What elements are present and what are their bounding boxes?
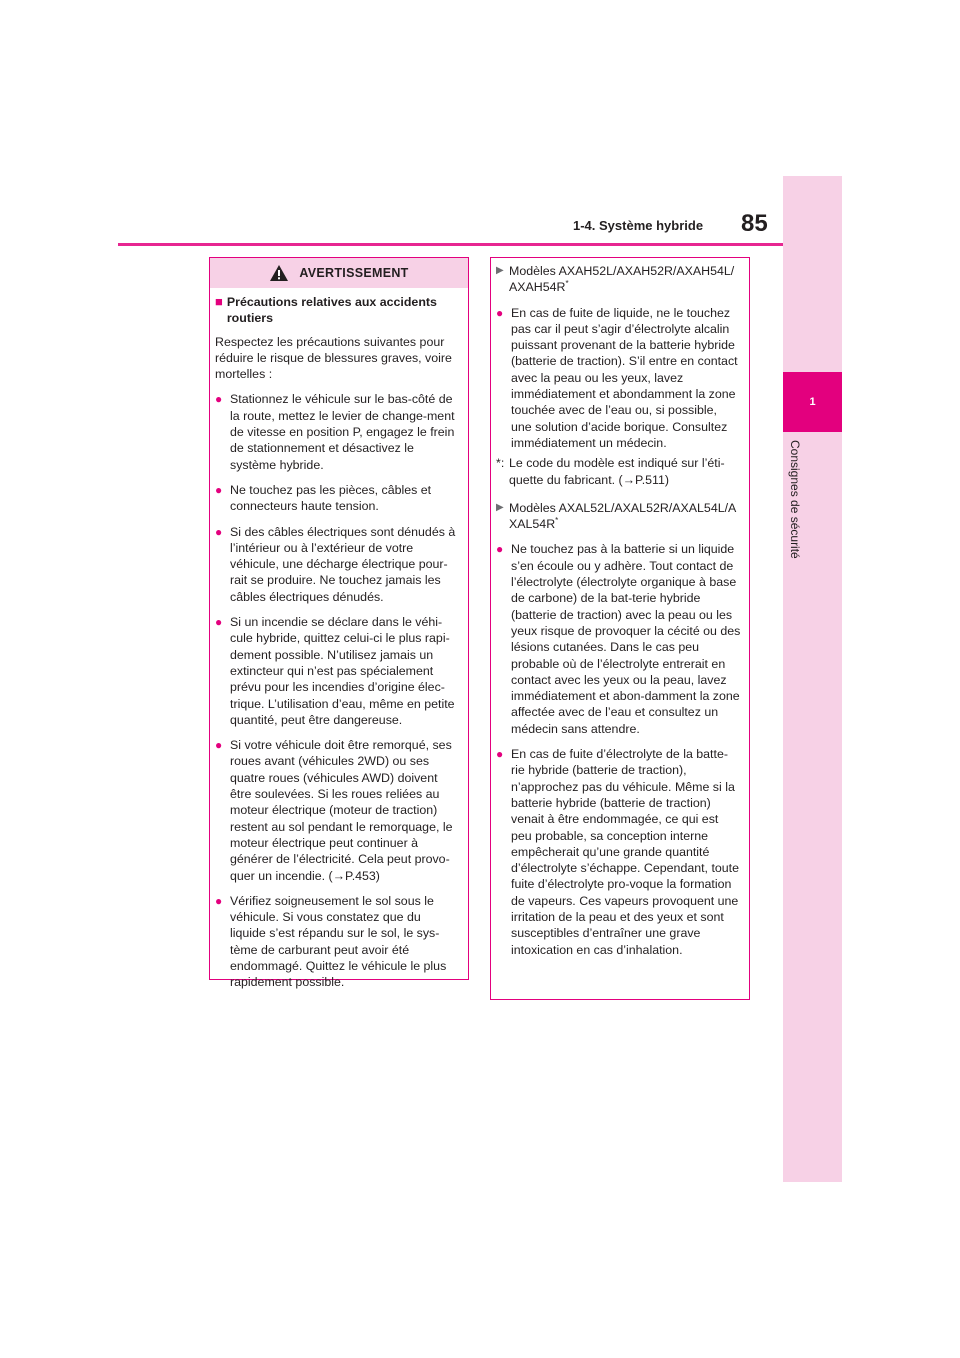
- circle-bullet-icon: ●: [215, 615, 223, 630]
- footnote-text: Le code du modèle est indiqué sur l’éti-quette du fabricant. (→P.511): [509, 456, 725, 487]
- list-item-text: En cas de fuite d’électrolyte de la batte-rie hybride (batterie de traction), n’approchez pas du véhicule. Même si la batterie hybride (batterie de traction) venait à être endommagée, ce qui est peu probable, sa conception interne empêcherait qu’une grande quantité d’électrolyte s’échappe. Cependant, toute fuite d’électrolyte pro-voque la formation de vapeurs. Ces vapeurs provoquent une irritation de la peau et des yeux et sont susceptibles d’entraîner une grave intoxication en cas d’inhalation.: [511, 747, 740, 957]
- circle-bullet-icon: ●: [215, 893, 223, 908]
- list-item-text: Si votre véhicule doit être remorqué, ses roues avant (véhicules 2WD) ou ses quatre roues (véhicules AWD) doivent être soulevées. Si les roues reliées au moteur électrique (moteur de traction) restent au sol pendant le remorquage, le moteur électrique peut continuer à générer de l’électricité. Cela peut provo-quer un incendie. (→P.453): [230, 738, 453, 883]
- list-item: [496, 541, 741, 737]
- circle-bullet-icon: ●: [215, 738, 223, 753]
- page-number: 85: [741, 210, 768, 237]
- list-item: [215, 737, 460, 884]
- list-item: [215, 893, 460, 991]
- list-item: [496, 746, 741, 958]
- list-item-text: Vérifiez soigneusement le sol sous le véhicule. Si vous constatez que du liquide s’est répandu sur le sol, le sys-tème de carburant peut avoir été endommagé. Quittez le véhicule le plus rapidement possible.: [230, 893, 447, 990]
- footnote-marker: *: [555, 516, 559, 526]
- header-rule: [118, 243, 783, 246]
- warning-title: AVERTISSEMENT: [299, 265, 409, 280]
- model-heading: [496, 500, 741, 533]
- warning-triangle-icon: [269, 264, 289, 282]
- subheading-text: Précautions relatives aux accidents routiers: [226, 295, 437, 326]
- square-bullet-icon: ■: [215, 294, 223, 309]
- warning-box: [209, 257, 469, 990]
- list-item: [496, 305, 741, 452]
- circle-bullet-icon: ●: [215, 392, 223, 407]
- list-item: [215, 391, 460, 472]
- footnote: [496, 455, 741, 488]
- circle-bullet-icon: ●: [496, 542, 504, 557]
- circle-bullet-icon: ●: [215, 482, 223, 497]
- warning-box-continued: [490, 257, 750, 1000]
- list-item-text: En cas de fuite de liquide, ne le touchez pas car il peut s’agir d’électrolyte alcalin puissant provenant de la batterie hybride (batterie de traction). S’il entre en contact avec la peau ou les yeux, lavez immédiatement et abondamment la zone touchée avec de l’eau ou, si possible, une solution d’acide borique. Consultez immédiatement un médecin.: [511, 305, 738, 450]
- footnote-marker: *: [565, 279, 569, 289]
- list-item-text: Stationnez le véhicule sur le bas-côté de la route, mettez le levier de change-ment de vitesse en position P, engagez le frein de stationnement et désactivez le système hybride.: [230, 392, 455, 472]
- list-item: [215, 524, 460, 605]
- list-item-text: Ne touchez pas les pièces, câbles et connecteurs haute tension.: [230, 482, 432, 514]
- section-title: 1-4. Système hybride: [573, 218, 704, 233]
- triangle-right-icon: ▶: [496, 501, 504, 513]
- warning-subheading: [215, 294, 460, 327]
- chapter-tab-number: 1: [809, 396, 816, 408]
- triangle-right-icon: ▶: [496, 265, 504, 276]
- circle-bullet-icon: ●: [215, 524, 223, 539]
- list-item-text: Si des câbles électriques sont dénudés à l’intérieur ou à l’extérieur de votre véhicule, une décharge électrique pour-rait se produire. Ne touchez jamais les câbles électriques dénudés.: [230, 524, 456, 604]
- model-heading-text: Modèles AXAL52L/AXAL52R/AXAL54L/AXAL54R: [509, 500, 737, 532]
- model-heading-text: Modèles AXAH52L/AXAH52R/AXAH54L/AXAH54R: [509, 264, 735, 295]
- footnote-mark: *:: [496, 456, 505, 471]
- list-item: [215, 614, 460, 728]
- model-heading: [496, 263, 741, 296]
- list-item: [215, 482, 460, 515]
- circle-bullet-icon: ●: [496, 305, 504, 320]
- warning-header: [210, 258, 468, 288]
- list-item-text: Si un incendie se déclare dans le véhi-cule hybride, quittez celui-ci le plus rapi-dement possible. N’utilisez jamais un extincteur qui n’est pas spécialement prévu pour les incendies d’origine élec-trique. L’utilisation d’eau, même en petite quantité, peut être dangereuse.: [230, 615, 455, 727]
- chapter-tab[interactable]: [783, 372, 842, 432]
- list-item-text: Ne touchez pas à la batterie si un liquide s’en écoule ou y adhère. Tout contact de l’électrolyte (électrolyte organique à base de carbone) de la bat-terie hybride (batterie de traction) avec la peau ou les yeux risque de provoquer la cécité ou des lésions cutanées. Dans le cas peu probable où de l’électrolyte entrerait en contact avec les yeux ou la peau, lavez immédiatement et abon-damment la zone affectée avec de l’eau et consultez un médecin sans attendre.: [511, 542, 741, 736]
- chapter-label: Consignes de sécurité: [788, 440, 802, 559]
- warning-intro: Respectez les précautions suivantes pour réduire le risque de blessures graves, voire mortelles :: [215, 334, 452, 382]
- circle-bullet-icon: ●: [496, 747, 504, 762]
- chapter-side-strip: [783, 176, 842, 1182]
